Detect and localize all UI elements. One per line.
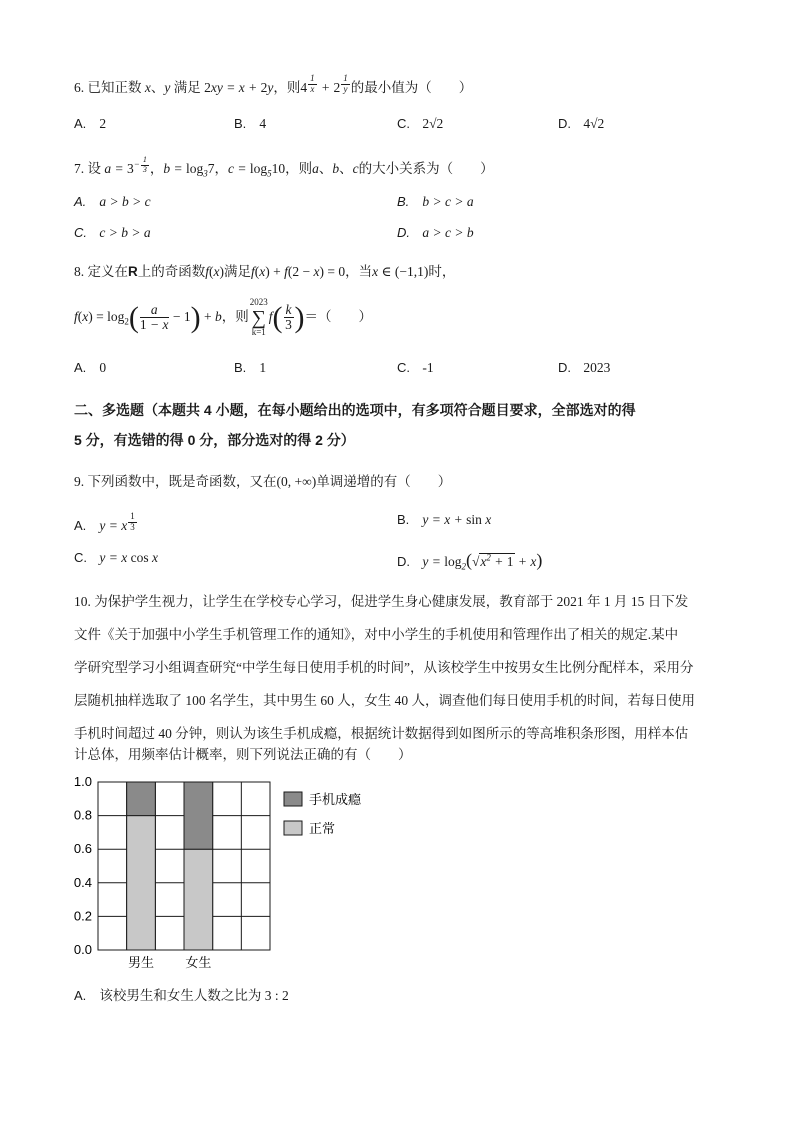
q6-option-a[interactable]: A. 2: [74, 116, 107, 131]
q8-mid: 上的奇函数: [137, 264, 206, 279]
q9-prefix: 9. 下列函数中，既是奇函数，又在: [74, 474, 277, 489]
q7-stem: 7. 设 $a = 3^{- \frac{1}{3}}$ ，$b = \log_37$，$c = \log_510$，则a、b、c的大小关系为（ ）: [74, 155, 494, 179]
q8-suffix: ＝（ ）: [304, 308, 373, 324]
chart-ytick-label: 0.6: [73, 841, 92, 857]
q7-option-a[interactable]: A. a > b > c: [74, 194, 151, 209]
chart-ytick-label: 0.4: [73, 874, 92, 890]
chart-ytick-label: 0.8: [73, 807, 92, 823]
q10-line-4: 层随机抽样选取了 100 名学生，其中男生 60 人，女生 40 人，调查他们每日使用手机的时间，若每日使用: [74, 693, 695, 708]
chart-xtick-label: 男生: [127, 955, 155, 970]
q6-suffix: 的最小值为（ ）: [350, 79, 473, 95]
q7-option-b[interactable]: B. b > c > a: [397, 194, 474, 209]
q7-option-c[interactable]: C. c > b > a: [74, 225, 151, 240]
chart-legend-label: 正常: [309, 821, 336, 836]
q10-line-1: 10. 为保护学生视力，让学生在学校专心学习，促进学生身心健康发展，教育部于 2021 年 1 月 15 日下发: [74, 594, 689, 609]
q8-when: ，当: [345, 264, 373, 279]
q7-prefix: 7. 设: [74, 160, 101, 176]
q6-mid: 满足: [173, 79, 201, 95]
q9-option-d[interactable]: D. $y = \log_2(√x^2 + 1 + x)$: [397, 550, 543, 572]
q7-suffix: 的大小关系为（ ）: [358, 160, 494, 176]
q6-option-d[interactable]: D. 4√2: [558, 116, 605, 131]
chart-legend-label: 手机成瘾: [309, 792, 362, 807]
q6-prefix: 6. 已知正数: [74, 79, 142, 95]
q8-mid2: 满足: [224, 264, 252, 279]
q8-then: ，则: [221, 308, 249, 324]
q9-option-a[interactable]: A. y = x $^{\frac{1}{3}}$: [74, 511, 135, 533]
section2-header-line1: 二、多选题（本题共 4 小题，在每小题给出的选项中，有多项符合题目要求，全部选对的得: [74, 402, 636, 418]
q6-option-c[interactable]: C. 2√2: [397, 116, 444, 131]
q8-R: R: [128, 264, 138, 279]
q6-stem: 6. 已知正数 x、y 满足 2xy = x + 2y，则4 $^{\frac{1}{x}}$ + 2 $^{\frac{1}{y}}$ 的最小值为（ ）: [74, 73, 473, 95]
chart-bar-segment: [127, 782, 156, 816]
q9-option-c[interactable]: C. y = x cos x: [74, 550, 158, 565]
q9-suffix: 单调递增的有（ ）: [316, 474, 452, 489]
q9-stem: 9. 下列函数中，既是奇函数，又在(0, +∞)单调递增的有（ ）: [74, 474, 452, 489]
chart-xtick-label: 女生: [185, 955, 212, 970]
chart-ytick-label: 0.2: [73, 908, 92, 924]
q8-stem: 8. 定义在R上的奇函数f(x)满足f(x) + f(2 − x) = 0，当x ∈ (−1,1)时，: [74, 264, 456, 279]
chart-legend-swatch: [284, 792, 302, 806]
q8-formula: $f(x) = \log_2$( $\frac{a}{1 - x}$ − 1) + b，则 2023 ∑ k=1 f( $\frac{k}{3}$ )＝（ ）: [74, 297, 373, 337]
q8-time: 时，: [428, 264, 456, 279]
chart-bar-segment: [127, 816, 156, 950]
q10-line-6: 计总体，用频率估计概率，则下列说法正确的有（ ）: [74, 747, 412, 762]
chart-ytick-label: 0.0: [73, 942, 92, 957]
q10-line-3: 学研究型学习小组调查研究“中学生每日使用手机的时间”，从该校学生中按男女生比例分配样本，采用分: [74, 660, 694, 675]
chart-ytick-label: 1.0: [73, 774, 92, 789]
q6-and: 、: [150, 79, 165, 95]
stacked-bar-chart: [60, 770, 400, 975]
q8-option-c[interactable]: C. -1: [397, 360, 434, 375]
q6-then: ，则: [273, 79, 301, 95]
q8-sum-upper: 2023: [249, 297, 268, 307]
q8-sum-lower: k=1: [251, 326, 266, 337]
q8-option-d[interactable]: D. 2023: [558, 360, 611, 375]
chart-bar-segment: [184, 849, 213, 950]
section2-header-line2: 5 分，有选错的得 0 分，部分选对的得 2 分）: [74, 432, 355, 448]
q8-option-a[interactable]: A. 0: [74, 360, 107, 375]
q10-line-5: 手机时间超过 40 分钟，则认为该生手机成瘾，根据统计数据得到如图所示的等高堆积条形图，用样本估: [74, 726, 689, 741]
chart-legend-swatch: [284, 821, 302, 835]
q9-option-b[interactable]: B. y = x + sin x: [397, 512, 492, 527]
q8-prefix: 8. 定义在: [74, 264, 128, 279]
q7-option-d[interactable]: D. a > c > b: [397, 225, 474, 240]
q6-option-b[interactable]: B. 4: [234, 116, 267, 131]
chart-bar-segment: [184, 782, 213, 849]
q10-line-2: 文件《关于加强中小学生手机管理工作的通知》，对中小学生的手机使用和管理作出了相关的规定.某中: [74, 627, 679, 642]
q10-option-a[interactable]: A. 该校男生和女生人数之比为 3 : 2: [74, 988, 289, 1003]
q8-option-b[interactable]: B. 1: [234, 360, 267, 375]
